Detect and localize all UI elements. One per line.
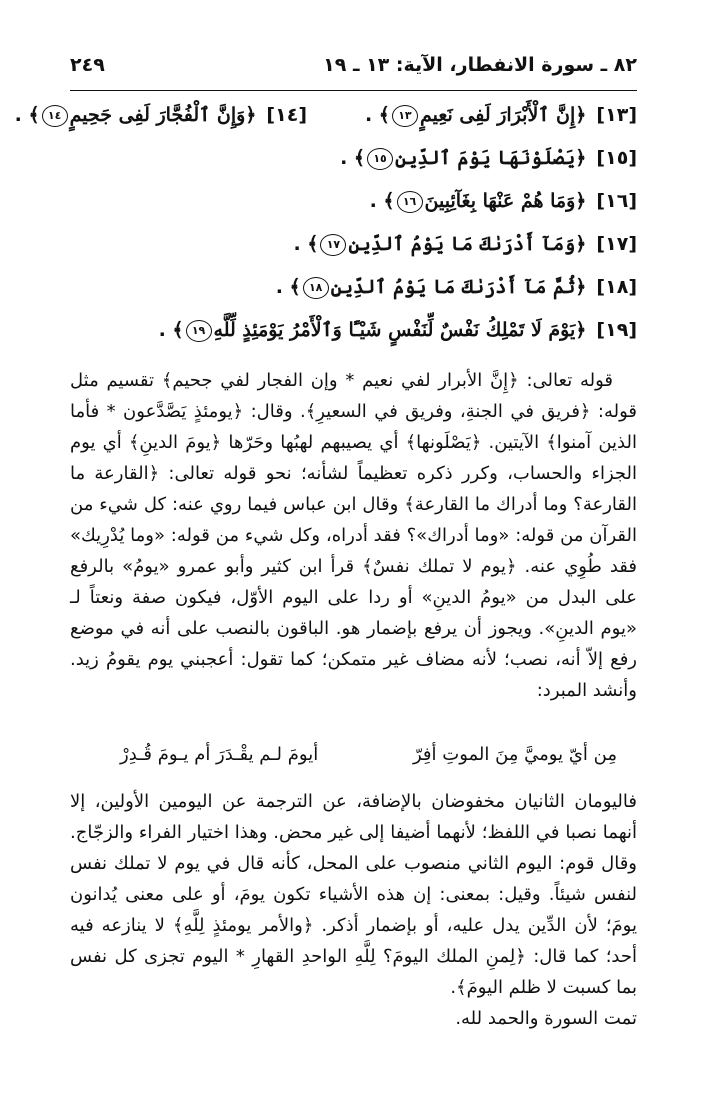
poem-verse (120, 744, 617, 778)
verse-number: [١٩] (596, 319, 637, 341)
verse-row (70, 182, 637, 225)
verse-number: [١٨] (596, 276, 637, 298)
verse-13 (365, 104, 637, 127)
verse-close: ﴾ . (369, 190, 395, 212)
poem-first-hemistich: مِن أيّ يوميَّ مِنَ الموتِ أفِرّ (412, 744, 617, 765)
ayah-end-marker-icon: ١٧ (320, 234, 346, 256)
verse-text: ﴿يَوْمَ لَا تَمْلِكُ نَفْسٌ لِّنَفْسٍ شَيْـًٔا وَٱلْأَمْرُ يَوْمَئِذٍ لِّلَّهِ (213, 319, 587, 341)
commentary-block (70, 365, 637, 706)
verse-text: ﴿وَمَا هُمْ عَنْهَا بِغَآئِبِينَ (424, 190, 587, 212)
verse-close: ﴾ . (14, 104, 40, 126)
verse-row (70, 225, 637, 268)
verse-18 (276, 276, 637, 299)
verse-text: ﴿إِنَّ ٱلْأَبْرَارَ لَفِى نَعِيمٍ (419, 104, 587, 126)
ayah-end-marker-icon: ١٦ (397, 191, 423, 213)
verse-row (70, 139, 637, 182)
verse-15 (340, 147, 637, 170)
poem-second-hemistich: أيومَ لـم يقْـدَرَ أم يـومَ قُـدِرْ (120, 744, 319, 765)
verse-14 (15, 104, 307, 127)
ayah-end-marker-icon: ١٥ (367, 148, 393, 170)
verse-19 (159, 319, 637, 342)
verse-number: [١٥] (596, 147, 637, 169)
ayah-end-marker-icon: ١٤ (42, 105, 68, 127)
verse-text: ﴿يَصْلَوْنَهَا يَوْمَ ٱلدِّينِ (395, 147, 587, 169)
verse-17 (293, 233, 637, 256)
verse-row (70, 311, 637, 354)
verse-number: [١٦] (596, 190, 637, 212)
page-header (70, 44, 637, 84)
header-rule (70, 90, 637, 91)
closing-line: تمت السورة والحمد لله. (455, 1008, 637, 1029)
verse-number: [١٧] (596, 233, 637, 255)
verse-text: ﴿ثُمَّ مَآ أَدْرَىٰكَ مَا يَوْمُ ٱلدِّينِ (330, 276, 587, 298)
verse-close: ﴾ . (275, 276, 301, 298)
verse-number: [١٣] (596, 104, 637, 126)
commentary-paragraph: فاليومان الثانيان مخفوضان بالإضافة، عن الترجمة عن اليومين الأولين، إلا أنهما نصبا في اللفظ؛ لأنهما أضيفا إلى غير محض. وهذا اختيار الفراء والزجّاج. وقال قوم: اليوم الثاني منصوب على المحل، كأنه قال في يوم لا تملك نفس لنفس شيئاً. وقيل: بمعنى: إن هذه الأشياء تكون يومَ، أو على معنى يُدانون يومَ؛ لأن الدِّين يدل عليه، أو بإضمار أذكر. ﴿والأمر يومئذٍ لِلَّهِ﴾ لا ينازعه فيه أحد؛ كما قال: ﴿لِمنِ الملك اليومَ؟ لِلَّهِ الواحدِ القهارِ * اليوم تجزى كل نفس بما كسبت لا ظلم اليومَ﴾. (70, 791, 637, 998)
verse-text: ﴿وَمَآ أَدْرَىٰكَ مَا يَوْمُ ٱلدِّينِ (348, 233, 587, 255)
page-number: ٢٤٩ (70, 54, 105, 76)
verse-close: ﴾ . (364, 104, 390, 126)
running-head: ٨٢ ـ سورة الانفطار، الآية: ١٣ ـ ١٩ (323, 54, 637, 76)
commentary-paragraph: قوله تعالى: ﴿إِنَّ الأبرار لفي نعيم * وإن الفجار لفي جحيم﴾ تقسيم مثل قوله: ﴿فريق في الجنةِ، وفريق في السعيرِ﴾. وقال: ﴿يومئذٍ يَصَّدَّعون * فأما الذين آمنوا﴾ الآيتين. ﴿يَصْلَونها﴾ أي يصيبهم لهبُها وحَرّها ﴿يومَ الدينِ﴾ أي يوم الجزاء والحساب، وكرر ذكره تعظيماً لشأنه؛ نحو قوله تعالى: ﴿القارعة ما القارعة؟ وما أدراك ما القارعة﴾ وقال ابن عباس فيما روي عنه: كل شيء من القرآن من قوله: «وما أدراك»؟ فقد أدراه، وكل شيء من قوله: «وما يُدْرِيك» فقد طُوِي عنه. ﴿يوم لا تملك نفسٌ﴾ قرأ ابن كثير وأبو عمرو «يومُ» بالرفع على البدل من «يومُ الدينِ» أو ردا على اليوم الأوّل، فيكون صفة ونعتاً لـ «يوم الدينِ». ويجوز أن يرفع بإضمار هو. الباقون بالنصب على أنه في موضع رفع إلاّ أنه، نصب؛ لأنه مضاف غير متمكن؛ كما تقول: أعجبني يوم يقومُ زيد. وأنشد المبرد: (70, 370, 637, 701)
ayah-end-marker-icon: ١٩ (186, 320, 212, 342)
ayah-end-marker-icon: ١٣ (392, 105, 418, 127)
verse-text: ﴿وَإِنَّ ٱلْفُجَّارَ لَفِى جَحِيمٍ (69, 104, 257, 126)
verse-row (14, 96, 637, 139)
verse-close: ﴾ . (293, 233, 319, 255)
verse-row (70, 268, 637, 311)
verse-number: [١٤] (266, 104, 307, 126)
commentary-block-2 (70, 786, 637, 1034)
verse-16 (370, 190, 637, 213)
verse-list (14, 96, 637, 354)
verse-close: ﴾ . (340, 147, 366, 169)
verse-close: ﴾ . (158, 319, 184, 341)
ayah-end-marker-icon: ١٨ (303, 277, 329, 299)
